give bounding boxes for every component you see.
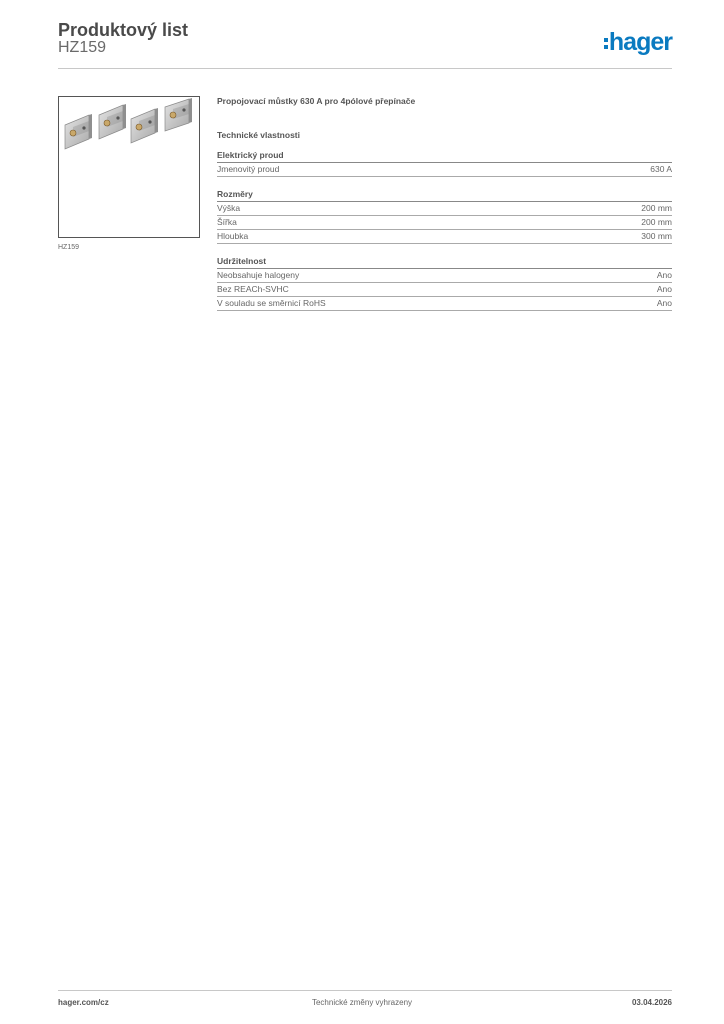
section-title: Technické vlastnosti [217, 130, 300, 140]
product-code: HZ159 [58, 39, 107, 56]
property-value: 200 mm [641, 217, 672, 227]
header-divider [58, 68, 672, 69]
property-label: V souladu se směrnicí RoHS [217, 298, 326, 308]
image-caption: HZ159 [58, 244, 80, 251]
property-group-sustainability [217, 256, 672, 311]
property-label: Výška [217, 203, 241, 213]
footer-divider [58, 990, 672, 991]
property-label: Bez REACh-SVHC [217, 284, 289, 294]
property-label: Neobsahuje halogeny [217, 270, 300, 280]
logo-colon-icon [604, 38, 608, 49]
property-row [217, 163, 672, 177]
hager-logo [604, 29, 672, 55]
product-image [58, 96, 200, 238]
property-row [217, 216, 672, 230]
logo-text: hager [608, 28, 672, 56]
property-value: Ano [656, 298, 672, 308]
footer-date: 03.04.2026 [631, 998, 672, 1007]
group-title: Elektrický proud [217, 150, 672, 163]
property-value: 200 mm [641, 203, 672, 213]
footer-notice: Technické změny vyhrazeny [311, 998, 413, 1007]
property-value: Ano [656, 270, 672, 280]
property-group-dimensions [217, 189, 672, 244]
property-value: 630 A [650, 164, 672, 174]
property-label: Šířka [217, 217, 237, 227]
product-name: Propojovací můstky 630 A pro 4pólové přepínače [217, 96, 416, 106]
property-row [217, 202, 672, 216]
property-row [217, 283, 672, 297]
product-details [217, 96, 672, 311]
property-value: 300 mm [641, 231, 672, 241]
busbar-bridges-picture [59, 97, 199, 237]
property-row [217, 297, 672, 311]
group-title: Udržitelnost [217, 256, 672, 269]
property-label: Hloubka [217, 231, 249, 241]
property-group-electrical [217, 150, 672, 177]
property-row [217, 230, 672, 244]
property-row [217, 269, 672, 283]
property-label: Jmenovitý proud [217, 164, 280, 174]
group-title: Rozměry [217, 189, 672, 202]
page-header-title: Produktový list [58, 20, 189, 40]
property-value: Ano [656, 284, 672, 294]
footer-website-link[interactable]: hager.com/cz [58, 998, 109, 1007]
